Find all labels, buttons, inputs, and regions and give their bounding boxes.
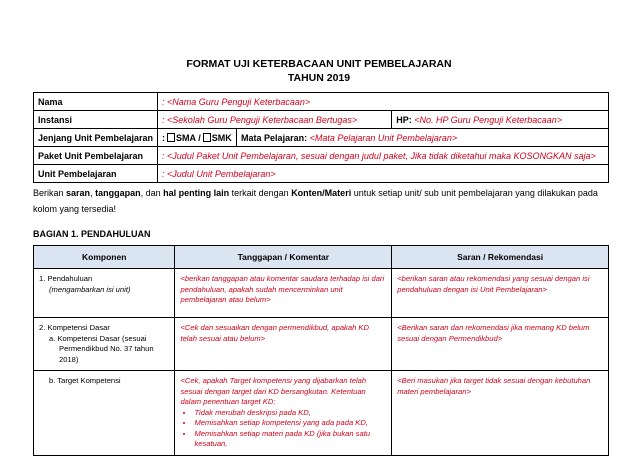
paket-value — [158, 147, 609, 165]
jenjang-options — [158, 129, 237, 147]
mapel-cell — [237, 129, 609, 147]
list-item: • Tidak merubah deskripsi pada KD, — [194, 408, 386, 419]
paket-placeholder: : <Judul Paket Unit Pembelajaran, sesuai dengan judul paket, Jika tidak diketahui maka KOSONGKAN saja> — [162, 150, 596, 161]
intro-hal-penting: hal penting lain — [163, 188, 230, 198]
section-title: BAGIAN 1. PENDAHULUAN — [33, 229, 151, 239]
instansi-placeholder: : <Sekolah Guru Penguji Keterbacaan Bertugas> — [162, 114, 358, 125]
sma-checkbox[interactable] — [167, 133, 175, 142]
tanggapan-cell[interactable]: <berikan tanggapan atau komentar saudara terhadap isi dari pendahuluan, apakah sudah mencerminkan unit pembelajaran atau belum> — [175, 269, 392, 318]
komponen-title: b. Target Kompetensi — [49, 376, 121, 385]
komponen-desc: (mengambarkan isi unit) — [49, 284, 131, 294]
table-row — [34, 371, 609, 456]
nama-label: Nama — [34, 93, 158, 111]
table-row — [34, 269, 609, 318]
saran-cell[interactable]: <berikan saran atau rekomendasi yang sesuai dengan isi pendahuluan dengan isi Unit Pembelajaran> — [392, 269, 609, 318]
mapel-label: Mata Pelajaran: — [241, 132, 308, 143]
table-header-row — [34, 246, 609, 269]
intro-text-4: terkait dengan — [229, 188, 292, 198]
komponen-cell — [34, 371, 175, 456]
komponen-cell — [34, 318, 175, 371]
instansi-label: Instansi — [34, 111, 158, 129]
saran-cell[interactable]: <Berikan saran dan rekomendasi jika memang KD belum sesuai dengan Permendikbud> — [392, 318, 609, 371]
intro-text-5: untuk setiap unit/ sub unit pembelajaran yang dilakukan pada kolom yang tersedia! — [33, 188, 598, 214]
smk-checkbox[interactable] — [203, 133, 211, 142]
intro-tanggapan: tanggapan — [95, 188, 141, 198]
unit-label: Unit Pembelajaran — [34, 165, 158, 183]
intro-text-3: , dan — [140, 188, 164, 198]
komponen-title: 2. Kompetensi Dasar — [39, 323, 110, 332]
instansi-value — [158, 111, 392, 129]
komponen-sub-cont: Permendikbud No. 37 tahun 2018) — [59, 344, 154, 364]
intro-saran: saran — [66, 188, 91, 198]
mapel-placeholder: <Mata Pelajaran Unit Pembelajaran> — [307, 132, 458, 143]
unit-value — [158, 165, 609, 183]
hp-label: HP: — [396, 114, 412, 125]
header-saran: Saran / Rekomendasi — [392, 246, 609, 269]
hp-placeholder: <No. HP Guru Penguji Keterbacaan> — [411, 114, 562, 125]
tanggapan-text: <Cek, apakah Target kompetensi yang dijabarkan telah sesuai dengan target dari KD bersangkutan. Ketentuan dalam penentuan target KD: — [180, 376, 367, 406]
intro-konten: Konten/Materi — [291, 188, 352, 198]
identity-table — [33, 92, 609, 183]
jenjang-colon: : — [162, 132, 166, 143]
tanggapan-cell[interactable] — [175, 371, 392, 456]
smk-label: SMK — [211, 132, 232, 143]
unit-placeholder: : <Judul Unit Pembelajaran> — [162, 168, 276, 179]
header-komponen: Komponen — [34, 246, 175, 269]
document-title: FORMAT UJI KETERBACAAN UNIT PEMBELAJARAN — [186, 58, 452, 70]
sma-label: SMA / — [176, 132, 201, 143]
ketentuan-list — [180, 408, 386, 450]
header-tanggapan: Tanggapan / Komentar — [175, 246, 392, 269]
table-row — [34, 318, 609, 371]
tanggapan-cell[interactable]: <Cek dan sesuaikan dengan permendikbud, apakah KD telah sesuai atau belum> — [175, 318, 392, 371]
paket-label: Paket Unit Pembelajaran — [34, 147, 158, 165]
review-table — [33, 245, 609, 456]
intro-text-1: Berikan — [33, 188, 67, 198]
jenjang-label: Jenjang Unit Pembelajaran — [34, 129, 158, 147]
list-item: • Memisahkan setiap materi pada KD (jika bukan satu kesatuan, — [194, 429, 386, 450]
nama-value — [158, 93, 609, 111]
saran-cell[interactable]: <Beri masukan jika target tidak sesuai dengan kebutuhan materi pembelajaran> — [392, 371, 609, 456]
list-item: • Memisahkan setiap kompetensi yang ada pada KD, — [194, 418, 386, 429]
document-year: TAHUN 2019 — [287, 72, 351, 84]
instruction-paragraph — [33, 185, 608, 217]
komponen-title: 1. Pendahuluan — [39, 274, 93, 283]
komponen-sub: a. Kompetensi Dasar (sesuai — [49, 333, 147, 343]
hp-cell — [392, 111, 609, 129]
nama-placeholder: : <Nama Guru Penguji Keterbacaan> — [162, 96, 311, 107]
komponen-cell — [34, 269, 175, 318]
intro-text-2: , — [90, 188, 96, 198]
